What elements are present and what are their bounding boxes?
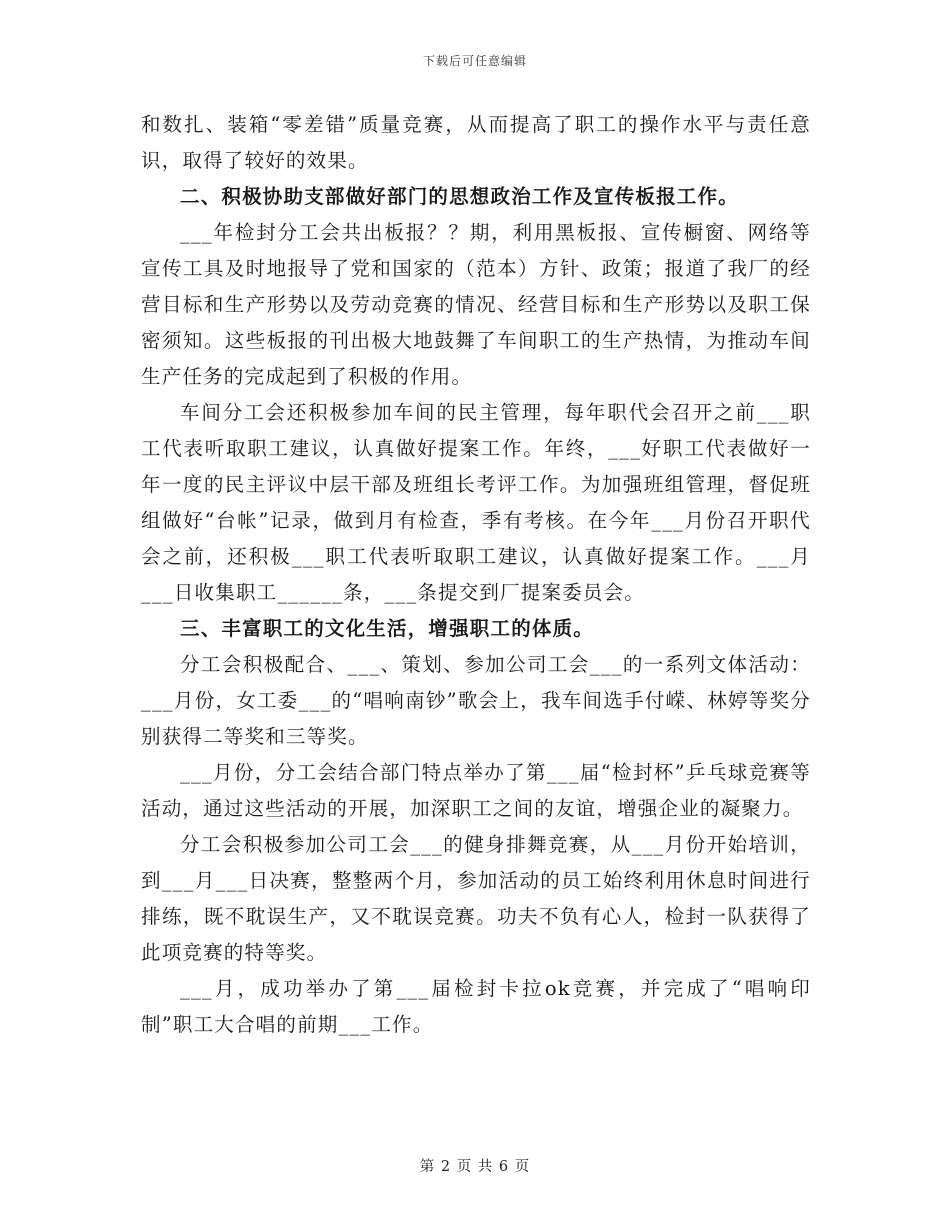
paragraph-democratic-management: 车间分工会还积极参加车间的民主管理，每年职代会召开之前___职工代表听取职工建议，认真做好提案工作。年终，___好职工代表做好一年一度的民主评议中层干部及班组长考评工作。为加强班组管理，督促班组做好“台帐”记录，做到月有检查，季有考核。在今年___月份召开职代会之前，还积极___职工代表听取职工建议，认真做好提案工作。___月___日收集职工______条，___条提交到厂提案委员会。 [141,401,811,604]
page-number: 第 2 页 共 6 页 [419,1159,531,1175]
paragraph-cultural-activities: 分工会积极配合、___、策划、参加公司工会___的一系列文体活动：___月份，女工委___的“唱响南钞”歌会上，我车间选手付嵘、林婷等奖分别获得二等奖和三等奖。 [141,653,811,748]
paragraph-blackboard-reports: ___年检封分工会共出板报？？期，利用黑板报、宣传橱窗、网络等宣传工具及时地报导了党和国家的（范本）方针、政策；报道了我厂的经营目标和生产形势以及劳动竞赛的情况、经营目标和生产形势以及职工保密须知。这些板报的刊出极大地鼓舞了车间职工的生产热情，为推动车间生产任务的完成起到了积极的作用。 [141,221,811,388]
paragraph-line-dance: 分工会积极参加公司工会___的健身排舞竞赛，从___月份开始培训，到___月___日决赛，整整两个月，参加活动的员工始终利用休息时间进行排练，既不耽误生产，又不耽误竞赛。功夫不负有心人，检封一队获得了此项竞赛的特等奖。 [141,833,811,964]
paragraph-continuation: 和数扎、装箱“零差错”质量竞赛，从而提高了职工的操作水平与责任意识，取得了较好的效果。 [141,113,811,172]
section-heading-3: 三、丰富职工的文化生活，增强职工的体质。 [180,617,595,640]
section-heading-2: 二、积极协助支部做好部门的思想政治工作及宣传板报工作。 [180,185,739,208]
paragraph-table-tennis: ___月份，分工会结合部门特点举办了第___届“检封杯”乒乓球竞赛等活动，通过这些活动的开展，加深职工之间的友谊，增强企业的凝聚力。 [141,761,811,820]
page-header-note: 下载后可任意编辑 [422,54,527,68]
document-body [141,107,811,1043]
paragraph-karaoke: ___月，成功举办了第___届检封卡拉ok竞赛，并完成了“唱响印制”职工大合唱的前期___工作。 [141,977,811,1036]
